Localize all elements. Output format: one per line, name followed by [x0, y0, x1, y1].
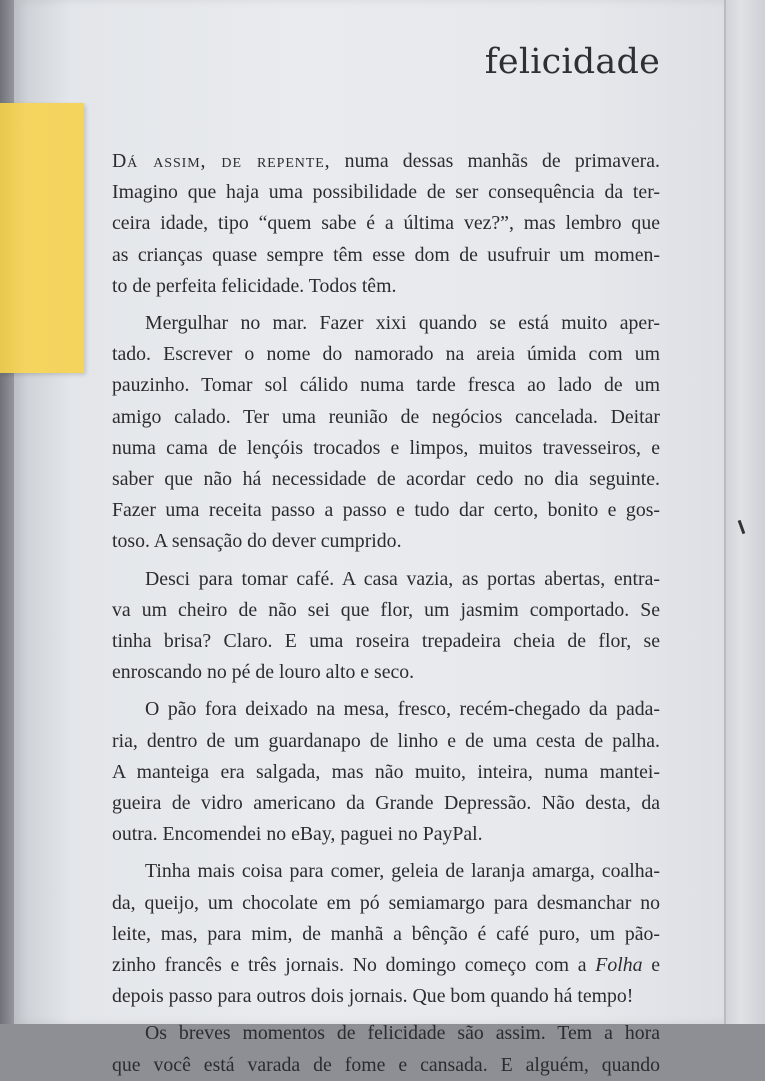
lead-smallcaps: Dá assim, de repente, [112, 150, 331, 172]
text-line: Desci para tomar café. A casa vazia, as portas abertas, entra- [145, 567, 660, 590]
text-line: A manteiga era salgada, mas não muito, inteira, numa mantei- [112, 760, 660, 783]
text-line: enroscando no pé de louro alto e seco. [112, 661, 415, 684]
text-line: Os breves momentos de felicidade são assim. Tem a hora [145, 1022, 660, 1045]
text-line: toso. A sensação do dever cumprido. [112, 530, 402, 553]
yellow-sticky-note [0, 103, 84, 373]
page-edge-line [724, 0, 726, 1024]
text-line: pauzinho. Tomar sol cálido numa tarde fresca ao lado de um [112, 374, 660, 397]
text-line: Dá assim, de repente, numa dessas manhãs de primavera. [112, 150, 660, 172]
text-line: tinha brisa? Claro. E uma roseira trepadeira cheia de flor, se [112, 630, 660, 653]
text-line: leite, mas, para mim, de manhã a bênção é café puro, um pão- [112, 922, 660, 945]
text-line: va um cheiro de não sei que flor, um jasmim comportado. Se [112, 598, 660, 621]
chapter-title: felicidade [484, 42, 660, 82]
text-line: tado. Escrever o nome do namorado na areia úmida com um [112, 343, 660, 366]
italic-newspaper-name: Folha [595, 954, 643, 977]
text-line: depois passo para outros dois jornais. Que bom quando há tempo! [112, 985, 634, 1008]
text-line: Imagino que haja uma possibilidade de ser consequência da ter- [112, 181, 660, 204]
text-line: ria, dentro de um guardanapo de linho e de uma cesta de palha. [112, 729, 660, 752]
text-line: Mergulhar no mar. Fazer xixi quando se está muito aper- [145, 312, 660, 335]
text-line: outra. Encomendei no eBay, paguei no PayPal. [112, 823, 483, 846]
chapter-body [112, 146, 660, 1081]
text-line: to de perfeita felicidade. Todos têm. [112, 274, 397, 297]
text-line: da, queijo, um chocolate em pó semiamargo para desmanchar no [112, 891, 660, 914]
text-line: que você está varada de fome e cansada. E alguém, quando [112, 1053, 660, 1076]
text-line: numa cama de lençóis trocados e limpos, muitos travesseiros, e [112, 436, 660, 459]
text-line: saber que não há necessidade de acordar cedo no dia seguinte. [112, 468, 660, 491]
text-line: Fazer uma receita passo a passo e tudo dar certo, bonito e gos- [112, 499, 660, 522]
page-stack-edge [724, 0, 765, 1024]
text-line: O pão fora deixado na mesa, fresco, recém-chegado da pada- [145, 698, 660, 721]
text-line: gueira de vidro americano da Grande Depressão. Não desta, da [112, 792, 660, 815]
text-line: amigo calado. Ter uma reunião de negócios cancelada. Deitar [112, 405, 660, 428]
text-line: as crianças quase sempre têm esse dom de usufruir um momen- [112, 243, 660, 266]
text-line: ceira idade, tipo “quem sabe é a última vez?”, mas lembro que [112, 212, 660, 235]
text-line: zinho francês e três jornais. No domingo começo com a Folha e [112, 954, 660, 977]
text-line: Tinha mais coisa para comer, geleia de laranja amarga, coalha- [145, 860, 660, 883]
